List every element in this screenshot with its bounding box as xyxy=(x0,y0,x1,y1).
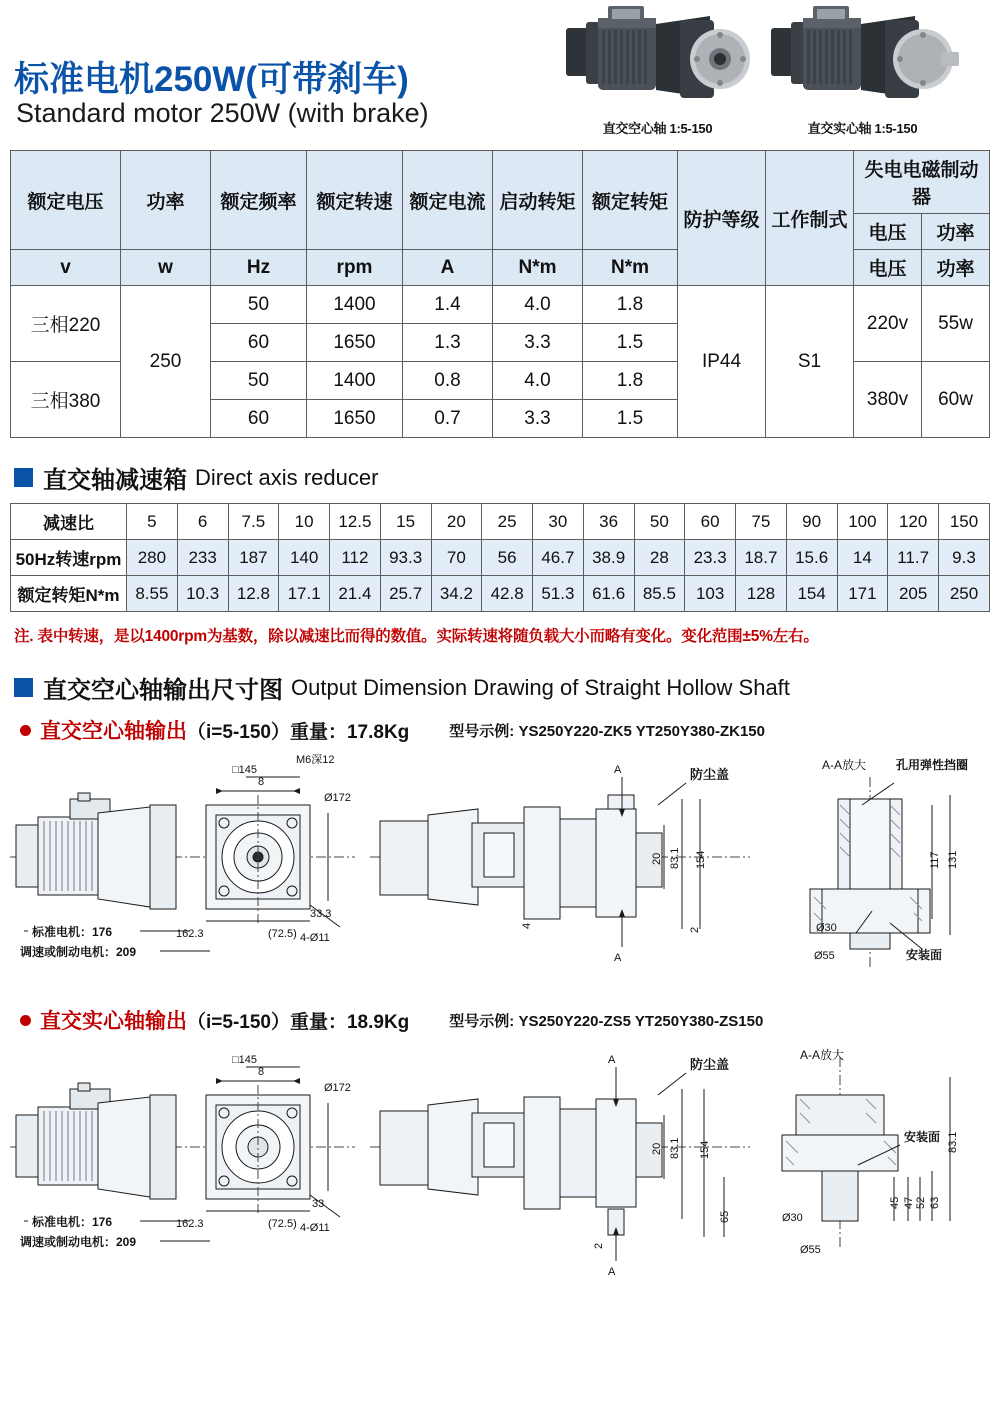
cell-rpm: 187 xyxy=(228,540,279,576)
cell-ratio: 5 xyxy=(127,504,178,540)
reducer-table xyxy=(10,503,990,612)
cell-rpm: 14 xyxy=(837,540,888,576)
photo-caption-solid: 直交实心轴 1:5-150 xyxy=(807,121,918,136)
cell-rpm: 11.7 xyxy=(888,540,939,576)
cell-ratio: 75 xyxy=(736,504,787,540)
label-std-motor: 标准电机：176 xyxy=(32,925,113,939)
label-65: 65 xyxy=(719,1210,731,1223)
label-20: 20 xyxy=(651,852,663,865)
table-row xyxy=(11,576,990,612)
label-std-motor: 标准电机：176 xyxy=(32,1215,113,1229)
unit-brake-power: 功率 xyxy=(922,250,990,286)
cell-power: 250 xyxy=(121,286,211,438)
cell-rated-torque: 1.5 xyxy=(583,400,678,438)
cell-torque: 12.8 xyxy=(228,576,279,612)
cell-rpm: 18.7 xyxy=(736,540,787,576)
solid-output-model: 型号示例: YS250Y220-ZS5 YT250Y380-ZS150 xyxy=(449,1012,764,1030)
cell-ratio: 15 xyxy=(380,504,431,540)
label-154: 154 xyxy=(699,1140,711,1159)
cell-ratio: 20 xyxy=(431,504,482,540)
label-dia30: Ø30 xyxy=(782,1212,803,1224)
cell-ratio: 150 xyxy=(939,504,990,540)
label-dust-cover: 防尘盖 xyxy=(690,1057,730,1072)
dimension-title-en: Output Dimension Drawing of Straight Hollow Shaft xyxy=(291,674,790,700)
cell-ratio: 7.5 xyxy=(228,504,279,540)
solid-output-weight: （i=5-150）重量：18.9Kg xyxy=(187,1011,410,1033)
square-bullet-icon xyxy=(14,468,33,487)
cell-ratio: 12.5 xyxy=(330,504,381,540)
label-52: 52 xyxy=(915,1196,927,1209)
solid-shaft-motor-icon xyxy=(765,4,960,114)
cell-torque: 250 xyxy=(939,576,990,612)
cell-current: 1.3 xyxy=(403,324,493,362)
cell-speed: 1400 xyxy=(307,286,403,324)
cell-freq: 50 xyxy=(211,286,307,324)
col-header-rated-torque: 额定转矩 xyxy=(583,151,678,250)
label-mount-face: 安装面 xyxy=(906,948,943,962)
cell-current: 0.7 xyxy=(403,400,493,438)
cell-ratio: 90 xyxy=(786,504,837,540)
cell-rpm: 46.7 xyxy=(533,540,584,576)
cell-torque: 128 xyxy=(736,576,787,612)
section-reducer-heading xyxy=(14,460,990,495)
hollow-shaft-bullet xyxy=(20,715,990,745)
cell-ratio: 50 xyxy=(634,504,685,540)
label-831b: 83.1 xyxy=(947,1131,959,1153)
cell-torque: 21.4 xyxy=(330,576,381,612)
motor-photo-hollow xyxy=(560,4,755,137)
specification-table xyxy=(10,150,990,438)
bullet-dot-icon xyxy=(20,1015,31,1026)
label-snap-ring: 孔用弹性挡圈 xyxy=(896,758,969,772)
label-section-a-bottom: A xyxy=(608,1266,616,1278)
label-1623: 162.3 xyxy=(176,928,204,940)
bullet-dot-icon xyxy=(20,725,31,736)
label-d33: 33.3 xyxy=(310,908,332,920)
label-dia172: Ø172 xyxy=(324,1082,351,1094)
label-dia172: Ø172 xyxy=(324,792,351,804)
unit-start-torque: N*m xyxy=(493,250,583,286)
hollow-output-title: 直交空心轴输出 xyxy=(40,720,187,743)
label-dia30: Ø30 xyxy=(816,922,837,934)
cell-rpm: 28 xyxy=(634,540,685,576)
label-63: 63 xyxy=(929,1196,941,1209)
cell-brake-voltage: 220v xyxy=(854,286,922,362)
photo-caption-hollow: 直交空心轴 1:5-150 xyxy=(602,121,713,136)
cell-ratio: 6 xyxy=(177,504,228,540)
col-header-freq: 额定频率 xyxy=(211,151,307,250)
cell-torque: 25.7 xyxy=(380,576,431,612)
unit-current: A xyxy=(403,250,493,286)
label-831: 83.1 xyxy=(669,847,681,869)
cell-freq: 50 xyxy=(211,362,307,400)
label-speed-motor: 调速或制动电机：209 xyxy=(20,945,137,959)
col-header-protection: 防护等级 xyxy=(678,151,766,286)
label-45: 45 xyxy=(889,1196,901,1209)
cell-torque: 85.5 xyxy=(634,576,685,612)
cell-start-torque: 4.0 xyxy=(493,362,583,400)
reducer-note: 注. 表中转速，是以1400rpm为基数，除以减速比而得的数值。实际转速将随负载大小而略有变化。变化范围±5%左右。 xyxy=(14,628,819,645)
unit-freq: Hz xyxy=(211,250,307,286)
row-label-ratio: 减速比 xyxy=(11,504,127,540)
unit-voltage: v xyxy=(11,250,121,286)
label-dia55: Ø55 xyxy=(814,950,835,962)
cell-freq: 60 xyxy=(211,400,307,438)
cell-torque: 51.3 xyxy=(533,576,584,612)
cell-speed: 1400 xyxy=(307,362,403,400)
solid-output-title: 直交实心轴输出 xyxy=(40,1010,187,1033)
cell-rated-torque: 1.5 xyxy=(583,324,678,362)
col-header-start-torque: 启动转矩 xyxy=(493,151,583,250)
row-label-rpm: 50Hz转速rpm xyxy=(11,540,127,576)
motor-photo-solid xyxy=(765,4,960,137)
cell-ratio: 36 xyxy=(583,504,634,540)
col-header-speed: 额定转速 xyxy=(307,151,403,250)
cell-rpm: 112 xyxy=(330,540,381,576)
table-row xyxy=(11,286,990,324)
cell-torque: 103 xyxy=(685,576,736,612)
label-131: 131 xyxy=(947,850,959,869)
hollow-shaft-drawing-svg xyxy=(10,747,990,995)
label-d33: 33 xyxy=(312,1198,325,1210)
cell-start-torque: 3.3 xyxy=(493,324,583,362)
cell-rated-torque: 1.8 xyxy=(583,286,678,324)
cell-rpm: 233 xyxy=(177,540,228,576)
unit-power: w xyxy=(121,250,211,286)
hollow-shaft-motor-icon xyxy=(560,4,755,114)
label-speed-motor: 调速或制动电机：209 xyxy=(20,1235,137,1249)
hollow-output-weight: （i=5-150）重量：17.8Kg xyxy=(187,721,410,743)
cell-torque: 34.2 xyxy=(431,576,482,612)
dimension-title-cn: 直交空心轴输出尺寸图 xyxy=(43,677,283,704)
cell-voltage: 三相380 xyxy=(11,362,121,438)
label-hole4: 4-Ø11 xyxy=(300,1222,330,1234)
cell-current: 1.4 xyxy=(403,286,493,324)
section-dimension-heading xyxy=(14,670,990,705)
hollow-shaft-drawings xyxy=(10,747,990,997)
cell-freq: 60 xyxy=(211,324,307,362)
cell-ratio: 120 xyxy=(888,504,939,540)
cell-torque: 42.8 xyxy=(482,576,533,612)
cell-rpm: 140 xyxy=(279,540,330,576)
cell-ratio: 30 xyxy=(533,504,584,540)
label-47: 47 xyxy=(903,1196,915,1209)
square-bullet-icon xyxy=(14,678,33,697)
label-4: 4 xyxy=(521,922,533,929)
label-mount-face: 安装面 xyxy=(904,1130,941,1144)
label-dust-cover: 防尘盖 xyxy=(690,767,730,782)
label-hole4: 4-Ø11 xyxy=(300,932,330,944)
solid-shaft-drawing-svg xyxy=(10,1037,990,1285)
cell-start-torque: 4.0 xyxy=(493,286,583,324)
unit-rated-torque: N*m xyxy=(583,250,678,286)
label-2: 2 xyxy=(689,926,701,933)
label-154: 154 xyxy=(695,850,707,869)
label-d8: 8 xyxy=(258,1066,265,1078)
table-row xyxy=(11,540,990,576)
unit-brake-voltage: 电压 xyxy=(854,250,922,286)
cell-rpm: 56 xyxy=(482,540,533,576)
cell-torque: 61.6 xyxy=(583,576,634,612)
cell-torque: 10.3 xyxy=(177,576,228,612)
cell-brake-voltage: 380v xyxy=(854,362,922,438)
row-label-torque: 额定转矩N*m xyxy=(11,576,127,612)
cell-current: 0.8 xyxy=(403,362,493,400)
label-dia55: Ø55 xyxy=(800,1244,821,1256)
hollow-output-model: 型号示例: YS250Y220-ZK5 YT250Y380-ZK150 xyxy=(449,722,765,740)
section-title-cn: 直交轴减速箱 xyxy=(43,467,187,494)
label-section-a-bottom: A xyxy=(614,952,622,964)
cell-torque: 8.55 xyxy=(127,576,178,612)
label-831: 83.1 xyxy=(669,1137,681,1159)
label-section-a-top: A xyxy=(614,764,622,776)
cell-rpm: 93.3 xyxy=(380,540,431,576)
page-title-cn: 标准电机250W(可带刹车) xyxy=(14,60,409,99)
page-title-en: Standard motor 250W (with brake) xyxy=(16,98,429,128)
label-aa-zoom: A-A放大 xyxy=(822,758,867,772)
label-aa-zoom: A-A放大 xyxy=(800,1048,845,1062)
cell-rpm: 280 xyxy=(127,540,178,576)
cell-rated-torque: 1.8 xyxy=(583,362,678,400)
table-row xyxy=(11,504,990,540)
cell-rpm: 38.9 xyxy=(583,540,634,576)
col-header-duty: 工作制式 xyxy=(766,151,854,286)
cell-speed: 1650 xyxy=(307,400,403,438)
label-d8: 8 xyxy=(258,776,265,788)
col-header-brake-power: 功率 xyxy=(922,214,990,250)
section-title-en: Direct axis reducer xyxy=(195,464,379,490)
cell-rpm: 23.3 xyxy=(685,540,736,576)
cell-ratio: 100 xyxy=(837,504,888,540)
col-header-power: 功率 xyxy=(121,151,211,250)
solid-shaft-drawings xyxy=(10,1037,990,1287)
label-sq145: □145 xyxy=(232,764,257,776)
label-20: 20 xyxy=(651,1142,663,1155)
cell-rpm: 70 xyxy=(431,540,482,576)
solid-shaft-bullet xyxy=(20,1005,990,1035)
cell-ratio: 10 xyxy=(279,504,330,540)
unit-speed: rpm xyxy=(307,250,403,286)
cell-protection: IP44 xyxy=(678,286,766,438)
cell-torque: 205 xyxy=(888,576,939,612)
cell-brake-power: 60w xyxy=(922,362,990,438)
label-section-a-top: A xyxy=(608,1054,616,1066)
cell-duty: S1 xyxy=(766,286,854,438)
page-header xyxy=(10,0,990,150)
cell-torque: 17.1 xyxy=(279,576,330,612)
label-sq145: □145 xyxy=(232,1054,257,1066)
label-725: (72.5) xyxy=(268,928,297,940)
cell-torque: 171 xyxy=(837,576,888,612)
cell-brake-power: 55w xyxy=(922,286,990,362)
label-2: 2 xyxy=(593,1242,605,1249)
cell-voltage: 三相220 xyxy=(11,286,121,362)
cell-rpm: 15.6 xyxy=(786,540,837,576)
cell-ratio: 25 xyxy=(482,504,533,540)
cell-speed: 1650 xyxy=(307,324,403,362)
col-header-voltage: 额定电压 xyxy=(11,151,121,250)
cell-torque: 154 xyxy=(786,576,837,612)
cell-rpm: 9.3 xyxy=(939,540,990,576)
col-header-current: 额定电流 xyxy=(403,151,493,250)
col-header-brake-voltage: 电压 xyxy=(854,214,922,250)
label-m6: M6深12 xyxy=(296,754,335,766)
cell-ratio: 60 xyxy=(685,504,736,540)
label-725: (72.5) xyxy=(268,1218,297,1230)
cell-start-torque: 3.3 xyxy=(493,400,583,438)
col-header-brake: 失电电磁制动器 xyxy=(854,151,990,214)
label-117: 117 xyxy=(929,851,941,869)
label-1623: 162.3 xyxy=(176,1218,204,1230)
